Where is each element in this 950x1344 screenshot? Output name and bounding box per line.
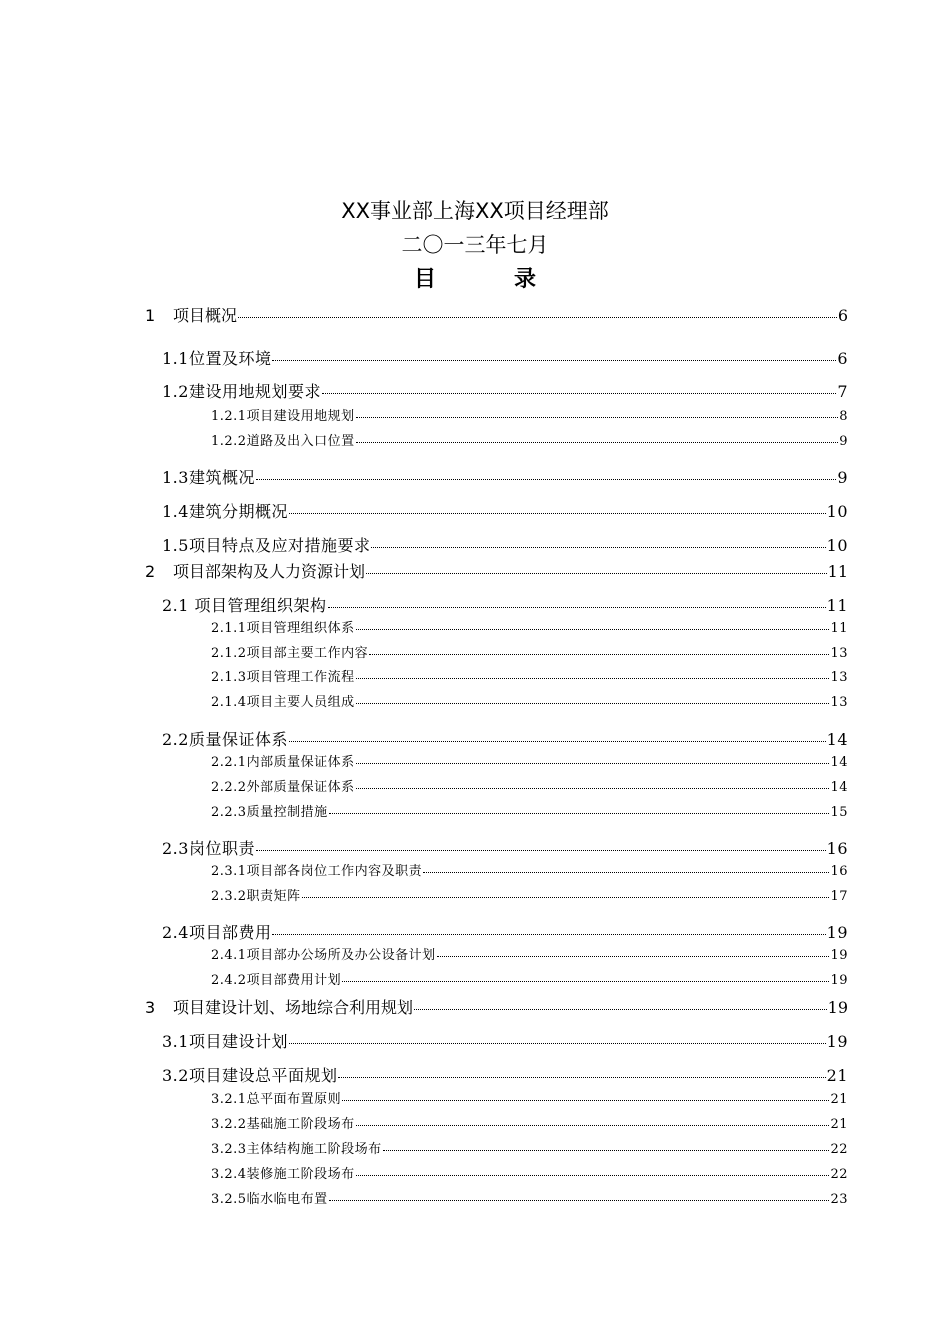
toc-entry-label: 1.2.1项目建设用地规划 (211, 409, 355, 424)
toc-page-number: 9 (837, 468, 848, 487)
toc-dot-leader (238, 317, 837, 318)
toc-entry-level1[interactable] (145, 305, 848, 327)
toc-dot-leader (329, 813, 830, 814)
toc-entry-level3[interactable] (211, 804, 848, 822)
toc-entry-text: 项目建设计划、场地综合利用规划 (173, 998, 414, 1017)
toc-page-number: 16 (830, 864, 848, 879)
toc-entry-label: 3.2.1总平面布置原则 (211, 1092, 342, 1107)
toc-page-number: 22 (830, 1167, 848, 1182)
toc-entry-level1[interactable] (145, 997, 848, 1019)
toc-dot-leader (289, 1043, 826, 1044)
toc-entry-level1[interactable] (145, 561, 848, 583)
toc-dot-leader (356, 629, 830, 630)
toc-page-number: 19 (827, 998, 848, 1017)
toc-dot-leader (356, 1125, 830, 1126)
toc-entry-label (145, 561, 365, 583)
toc-page-number: 21 (826, 1066, 848, 1085)
toc-dot-leader (302, 897, 830, 898)
toc-dot-leader (356, 1175, 830, 1176)
toc-dot-leader (383, 1150, 830, 1151)
toc-dot-leader (356, 417, 839, 418)
toc-entry-level2[interactable] (162, 535, 848, 557)
toc-entry-label: 2.3.2职责矩阵 (211, 889, 301, 904)
toc-page-number: 11 (827, 562, 848, 581)
toc-dot-leader (289, 513, 826, 514)
toc-page-number: 6 (837, 349, 848, 368)
toc-page-number: 19 (826, 923, 848, 942)
toc-entry-level3[interactable] (211, 1116, 848, 1134)
toc-dot-leader (356, 703, 830, 704)
toc-entry-label: 3.2项目建设总平面规划 (162, 1066, 338, 1085)
document-date: 二〇一三年七月 (401, 233, 549, 257)
toc-entry-level3[interactable] (211, 1141, 848, 1159)
toc-page-number: 10 (826, 502, 848, 521)
toc-dot-leader (328, 607, 826, 608)
toc-dot-leader (366, 573, 827, 574)
toc-entry-level3[interactable] (211, 888, 848, 906)
toc-dot-leader (272, 360, 836, 361)
toc-dot-leader (256, 479, 836, 480)
toc-dot-leader (437, 956, 830, 957)
toc-heading (0, 265, 950, 295)
toc-entry-label: 3.1项目建设计划 (162, 1032, 288, 1051)
toc-entry-label: 2.4.1项目部办公场所及办公设备计划 (211, 948, 436, 963)
toc-dot-leader (289, 741, 826, 742)
toc-entry-label: 3.2.2基础施工阶段场布 (211, 1117, 355, 1132)
toc-entry-level3[interactable] (211, 408, 848, 426)
toc-entry-label: 1.2建设用地规划要求 (162, 382, 321, 401)
toc-entry-level2[interactable] (162, 381, 848, 403)
toc-entry-level3[interactable] (211, 1166, 848, 1184)
toc-entry-label: 2.1.2项目部主要工作内容 (211, 646, 369, 661)
toc-dot-leader (371, 547, 825, 548)
toc-entry-label: 1.5项目特点及应对措施要求 (162, 536, 371, 555)
toc-dot-leader (414, 1009, 827, 1010)
toc-entry-level3[interactable] (211, 433, 848, 451)
toc-entry-level3[interactable] (211, 669, 848, 687)
toc-entry-label: 2.4.2项目部费用计划 (211, 973, 342, 988)
toc-page-number: 21 (830, 1117, 848, 1132)
toc-dot-leader (356, 442, 839, 443)
toc-dot-leader (423, 872, 829, 873)
toc-page-number: 14 (830, 780, 848, 795)
toc-page-number: 19 (830, 973, 848, 988)
toc-page-number: 23 (830, 1192, 848, 1207)
toc-entry-label: 1.4建筑分期概况 (162, 502, 288, 521)
toc-entry-label (145, 997, 413, 1019)
toc-entry-level3[interactable] (211, 863, 848, 881)
toc-entry-level3[interactable] (211, 1091, 848, 1109)
toc-dot-leader (338, 1077, 825, 1078)
toc-entry-label: 3.2.3主体结构施工阶段场布 (211, 1142, 382, 1157)
toc-page-number: 13 (830, 670, 848, 685)
toc-entry-label: 2.1.3项目管理工作流程 (211, 670, 355, 685)
toc-page-number: 6 (837, 306, 848, 325)
toc-entry-label: 1.1位置及环境 (162, 349, 272, 368)
toc-entry-label: 1.3建筑概况 (162, 468, 255, 487)
toc-entry-number: 1 (145, 306, 156, 325)
toc-entry-level3[interactable] (211, 972, 848, 990)
toc-entry-label: 2.4项目部费用 (162, 923, 272, 942)
toc-page-number: 16 (826, 839, 848, 858)
toc-entry-label: 2.1.1项目管理组织体系 (211, 621, 355, 636)
toc-page-number: 13 (830, 646, 848, 661)
toc-entry-number: 2 (145, 562, 156, 581)
toc-dot-leader (329, 1200, 830, 1201)
toc-entry-level2[interactable] (162, 1065, 848, 1087)
toc-entry-label: 2.2.1内部质量保证体系 (211, 755, 355, 770)
toc-dot-leader (369, 654, 829, 655)
toc-entry-level2[interactable] (162, 1031, 848, 1053)
toc-dot-leader (272, 934, 825, 935)
toc-entry-text: 项目部架构及人力资源计划 (173, 562, 366, 581)
toc-dot-leader (342, 981, 829, 982)
toc-entry-label: 2.3岗位职责 (162, 839, 255, 858)
toc-dot-leader (322, 393, 836, 394)
toc-page-number: 9 (839, 434, 848, 449)
toc-heading-right: 录 (514, 267, 537, 292)
toc-entry-level2[interactable] (162, 729, 848, 751)
toc-dot-leader (356, 788, 830, 789)
toc-entry-level3[interactable] (211, 947, 848, 965)
toc-entry-level2[interactable] (162, 922, 848, 944)
toc-entry-level3[interactable] (211, 645, 848, 663)
toc-entry-level3[interactable] (211, 1191, 848, 1209)
toc-entry-level2[interactable] (162, 501, 848, 523)
toc-entry-label: 2.3.1项目部各岗位工作内容及职责 (211, 864, 423, 879)
toc-entry-level3[interactable] (211, 694, 848, 712)
toc-entry-text: 项目概况 (173, 306, 238, 325)
toc-page-number: 13 (830, 695, 848, 710)
toc-dot-leader (342, 1100, 829, 1101)
toc-entry-level3[interactable] (211, 779, 848, 797)
toc-dot-leader (256, 850, 826, 851)
toc-dot-leader (356, 678, 830, 679)
toc-entry-level2[interactable] (162, 348, 848, 370)
toc-dot-leader (356, 763, 830, 764)
toc-page-number: 22 (830, 1142, 848, 1157)
toc-page-number: 21 (830, 1092, 848, 1107)
toc-entry-number: 3 (145, 998, 156, 1017)
toc-entry-level3[interactable] (211, 754, 848, 772)
toc-page-number: 17 (830, 889, 848, 904)
toc-entry-label (145, 305, 237, 327)
toc-page-number: 14 (830, 755, 848, 770)
toc-entry-label: 1.2.2道路及出入口位置 (211, 434, 355, 449)
toc-heading-left: 目 (413, 267, 436, 292)
toc-entry-label: 2.1.4项目主要人员组成 (211, 695, 355, 710)
toc-entry-level2[interactable] (162, 838, 848, 860)
toc-entry-label: 3.2.4装修施工阶段场布 (211, 1167, 355, 1182)
toc-page-number: 11 (826, 596, 848, 615)
toc-entry-label: 2.1 项目管理组织架构 (162, 596, 327, 615)
toc-entry-label: 2.2质量保证体系 (162, 730, 288, 749)
toc-page-number: 14 (826, 730, 848, 749)
toc-page-number: 19 (826, 1032, 848, 1051)
toc-entry-label: 2.2.3质量控制措施 (211, 805, 328, 820)
toc-entry-label: 3.2.5临水临电布置 (211, 1192, 328, 1207)
toc-page-number: 7 (837, 382, 848, 401)
toc-entry-level3[interactable] (211, 620, 848, 638)
toc-entry-level2[interactable] (162, 595, 848, 617)
toc-page-number: 8 (839, 409, 848, 424)
toc-page-number: 10 (826, 536, 848, 555)
toc-page-number: 19 (830, 948, 848, 963)
toc-entry-label: 2.2.2外部质量保证体系 (211, 780, 355, 795)
toc-entry-level2[interactable] (162, 467, 848, 489)
toc-page-number: 15 (830, 805, 848, 820)
toc-page-number: 11 (830, 621, 848, 636)
organization-title: XX事业部上海XX项目经理部 (341, 199, 609, 223)
